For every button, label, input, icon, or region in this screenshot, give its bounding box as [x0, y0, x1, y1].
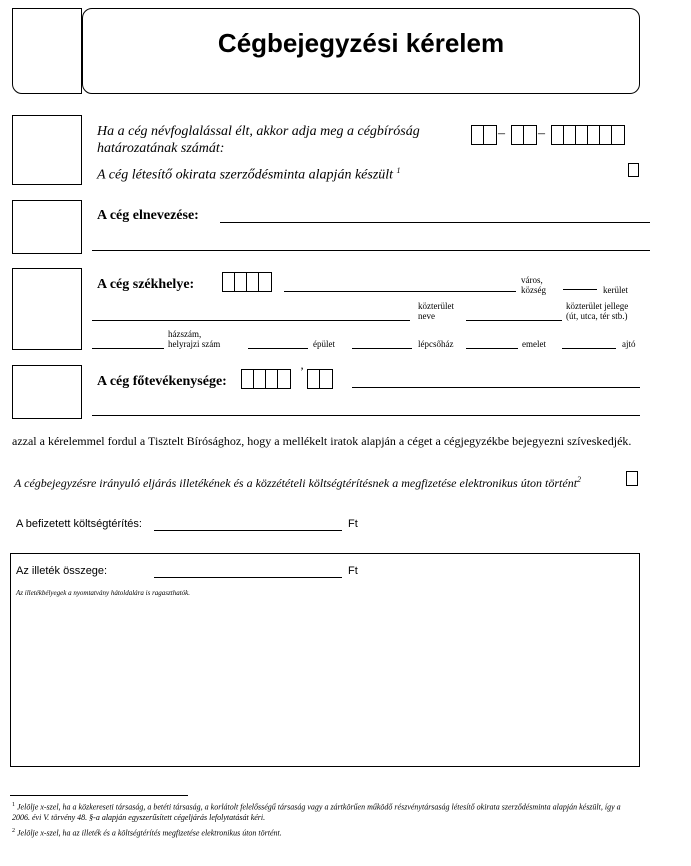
decision-number-court-field[interactable] — [471, 125, 497, 145]
request-text: azzal a kérelemmel fordul a Tisztelt Bírósághoz, hogy a mellékelt iratok alapján a céget a cégjegyzékbe bejegyezni szíveskedjék. — [12, 434, 632, 448]
house-number-label — [168, 329, 220, 349]
company-name-line-1[interactable] — [220, 222, 650, 223]
fee-amount-line[interactable] — [154, 577, 342, 578]
fee-label: Az illeték összege: — [16, 565, 108, 577]
footnote-separator — [10, 795, 188, 796]
electronic-payment-checkbox[interactable] — [626, 471, 638, 486]
street-type-line[interactable] — [466, 320, 562, 321]
main-activity-line-1[interactable] — [352, 387, 640, 388]
decision-number-type-field[interactable] — [511, 125, 537, 145]
side-box-name — [12, 200, 82, 254]
side-box-reservation — [12, 115, 82, 185]
street-type-label-line2: (út, utca, tér stb.) — [566, 311, 628, 321]
street-type-label-line1: közterület jellege — [566, 301, 629, 311]
postal-code-field[interactable] — [222, 272, 272, 292]
city-label — [521, 275, 546, 295]
street-name-label-line1: közterület — [418, 301, 454, 311]
street-name-label — [418, 301, 454, 321]
decision-number-serial-field[interactable] — [551, 125, 625, 145]
electronic-payment-label: A cégbejegyzésre irányuló eljárás illetékének és a közzétételi költségtérítésnek a megfizetése elektronikus úton történt — [14, 476, 578, 490]
cost-amount-line[interactable] — [154, 530, 342, 531]
model-contract-label: A cég létesítő okirata szerződésminta alapján készült — [97, 167, 394, 183]
house-number-label-line2: helyrajzi szám — [168, 339, 221, 349]
decision-number-dash-1: – — [498, 126, 505, 141]
seat-label: A cég székhelye: — [97, 277, 195, 292]
company-name-label: A cég elnevezése: — [97, 208, 199, 223]
side-box-seat — [12, 268, 82, 350]
reservation-text-line1: Ha a cég névfoglalással élt, akkor adja meg a cégbíróság — [97, 124, 420, 139]
door-line[interactable] — [562, 348, 616, 349]
cost-unit: Ft — [348, 518, 358, 530]
footnote-1 — [12, 800, 640, 823]
activity-code-separator: ’ — [300, 364, 304, 378]
footnote-1-text: Jelölje x-szel, ha a közkereseti társaság, a betéti társaság, a korlátolt felelősségű társaság vagy a zártkörűen működő részvénytársaság létesítő okirata szerződésminta alapján készült, így a 2006. évi V. törvény 48. §-a alapján egyszerűsített cégeljárás lefolytatását kéri. — [12, 802, 621, 822]
footnote-ref-1: 1 — [396, 166, 401, 175]
page-title: Cégbejegyzési kérelem — [217, 28, 505, 58]
building-label: épület — [313, 339, 335, 349]
floor-label: emelet — [522, 339, 546, 349]
door-label: ajtó — [622, 339, 636, 349]
side-box-activity — [12, 365, 82, 419]
fee-unit: Ft — [348, 565, 358, 577]
house-number-label-line1: házszám, — [168, 329, 202, 339]
street-name-label-line2: neve — [418, 311, 435, 321]
activity-subcode-field[interactable] — [307, 369, 333, 389]
footnote-2 — [12, 826, 640, 839]
footnote-2-text: Jelölje x-szel, ha az illeték és a költségtérítés megfizetése elektronikus úton történt. — [17, 828, 282, 838]
footnote-ref-2: 2 — [577, 475, 582, 484]
decision-number-dash-2: – — [538, 126, 545, 141]
street-type-label — [566, 301, 628, 321]
reservation-text-line2: határozatának számát: — [97, 141, 225, 156]
house-number-line[interactable] — [92, 348, 164, 349]
model-contract-checkbox[interactable] — [628, 163, 639, 177]
footnote-2-number: 2 — [12, 828, 15, 834]
activity-code-field[interactable] — [241, 369, 291, 389]
staircase-line[interactable] — [352, 348, 412, 349]
company-name-line-2[interactable] — [92, 250, 650, 251]
city-line[interactable] — [284, 291, 516, 292]
electronic-payment-text — [14, 475, 581, 491]
street-name-line[interactable] — [92, 320, 410, 321]
main-activity-line-2[interactable] — [92, 415, 640, 416]
district-line[interactable] — [563, 289, 597, 290]
fee-box — [10, 553, 640, 767]
model-contract-text — [97, 166, 401, 184]
footnote-1-number: 1 — [12, 802, 15, 808]
header-corner-box — [12, 8, 82, 94]
fee-stamp-note: Az illetékbélyegek a nyomtatvány hátoldalára is ragaszthatók. — [16, 589, 190, 597]
city-label-line2: község — [521, 285, 546, 295]
cost-label: A befizetett költségtérítés: — [16, 518, 142, 530]
main-activity-label: A cég főtevékenysége: — [97, 374, 227, 389]
building-line[interactable] — [248, 348, 308, 349]
floor-line[interactable] — [466, 348, 518, 349]
staircase-label: lépcsőház — [418, 339, 454, 349]
city-label-line1: város, — [521, 275, 543, 285]
district-label: kerület — [603, 285, 628, 295]
